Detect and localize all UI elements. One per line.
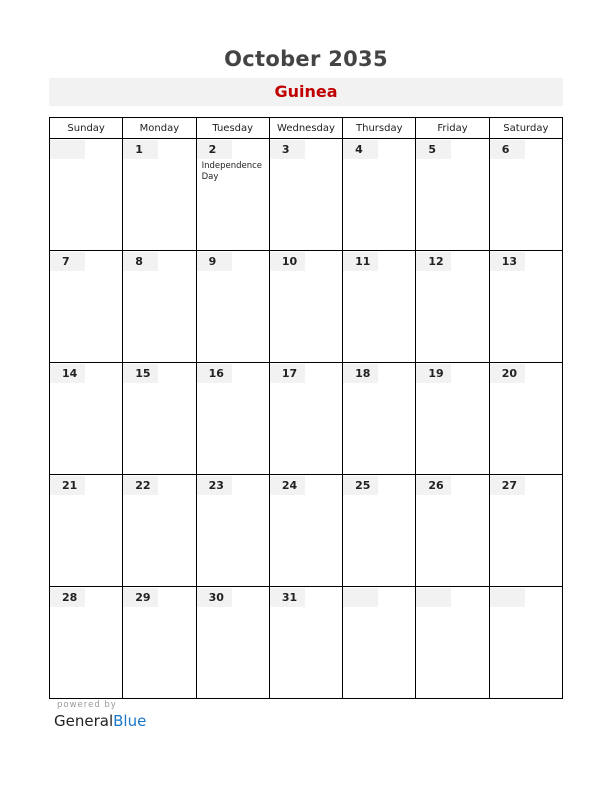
country-name: Guinea xyxy=(274,82,338,101)
day-cell xyxy=(416,139,489,251)
country-band xyxy=(49,78,563,106)
day-number: 20 xyxy=(490,364,525,383)
day-cell xyxy=(50,139,123,251)
day-cell xyxy=(123,139,196,251)
day-cell xyxy=(196,363,269,475)
weekday-monday: Monday xyxy=(123,118,196,139)
day-number: 2 xyxy=(197,140,232,159)
day-number: 6 xyxy=(490,140,525,159)
day-cell xyxy=(50,475,123,587)
day-cell xyxy=(416,363,489,475)
week-row xyxy=(50,475,563,587)
day-cell xyxy=(123,251,196,363)
brand-name-part1: General xyxy=(54,712,114,730)
day-number: 10 xyxy=(270,252,305,271)
day-cell xyxy=(123,363,196,475)
day-number: 18 xyxy=(343,364,378,383)
day-number: 5 xyxy=(416,140,451,159)
empty-day-marker xyxy=(490,588,525,607)
day-cell xyxy=(196,587,269,699)
weekday-sunday: Sunday xyxy=(50,118,123,139)
day-cell xyxy=(50,363,123,475)
calendar-title: October 2035 xyxy=(224,47,388,71)
day-cell xyxy=(196,139,269,251)
day-cell xyxy=(343,587,416,699)
day-cell xyxy=(489,363,562,475)
day-cell xyxy=(196,251,269,363)
day-cell xyxy=(416,587,489,699)
day-number: 17 xyxy=(270,364,305,383)
day-number: 4 xyxy=(343,140,378,159)
day-number: 11 xyxy=(343,252,378,271)
day-number: 8 xyxy=(123,252,158,271)
day-number: 19 xyxy=(416,364,451,383)
day-cell xyxy=(416,251,489,363)
day-number: 7 xyxy=(50,252,85,271)
week-row xyxy=(50,363,563,475)
day-number: 13 xyxy=(490,252,525,271)
day-cell xyxy=(489,139,562,251)
holiday-label: Independence Day xyxy=(201,161,263,182)
powered-by-label: powered by xyxy=(57,700,117,710)
day-number: 9 xyxy=(197,252,232,271)
weekday-tuesday: Tuesday xyxy=(196,118,269,139)
weekday-saturday: Saturday xyxy=(489,118,562,139)
week-row xyxy=(50,139,563,251)
day-number: 21 xyxy=(50,476,85,495)
day-number: 31 xyxy=(270,588,305,607)
day-number: 29 xyxy=(123,588,158,607)
day-number: 27 xyxy=(490,476,525,495)
day-cell xyxy=(123,475,196,587)
day-cell xyxy=(343,251,416,363)
day-number: 14 xyxy=(50,364,85,383)
day-number: 15 xyxy=(123,364,158,383)
day-number: 12 xyxy=(416,252,451,271)
brand-logo xyxy=(54,712,146,730)
day-number: 24 xyxy=(270,476,305,495)
week-row xyxy=(50,587,563,699)
day-cell xyxy=(50,587,123,699)
day-cell xyxy=(489,251,562,363)
day-number: 1 xyxy=(123,140,158,159)
day-number: 22 xyxy=(123,476,158,495)
day-cell xyxy=(123,587,196,699)
day-cell xyxy=(269,475,342,587)
day-cell xyxy=(343,363,416,475)
empty-day-marker xyxy=(343,588,378,607)
day-number: 16 xyxy=(197,364,232,383)
calendar-grid xyxy=(49,117,563,699)
day-cell xyxy=(269,587,342,699)
empty-day-marker xyxy=(416,588,451,607)
day-number: 26 xyxy=(416,476,451,495)
day-cell xyxy=(343,475,416,587)
day-cell xyxy=(269,139,342,251)
brand-name-part2: Blue xyxy=(113,712,147,730)
day-cell xyxy=(416,475,489,587)
day-cell xyxy=(489,587,562,699)
day-cell xyxy=(269,251,342,363)
weekday-header-row xyxy=(50,118,563,139)
week-row xyxy=(50,251,563,363)
day-cell xyxy=(196,475,269,587)
day-cell xyxy=(269,363,342,475)
day-number: 25 xyxy=(343,476,378,495)
day-cell xyxy=(50,251,123,363)
day-number: 3 xyxy=(270,140,305,159)
day-number: 30 xyxy=(197,588,232,607)
weekday-friday: Friday xyxy=(416,118,489,139)
weekday-wednesday: Wednesday xyxy=(269,118,342,139)
day-cell xyxy=(489,475,562,587)
empty-day-marker xyxy=(50,140,85,159)
day-cell xyxy=(343,139,416,251)
weekday-thursday: Thursday xyxy=(343,118,416,139)
day-number: 23 xyxy=(197,476,232,495)
day-number: 28 xyxy=(50,588,85,607)
